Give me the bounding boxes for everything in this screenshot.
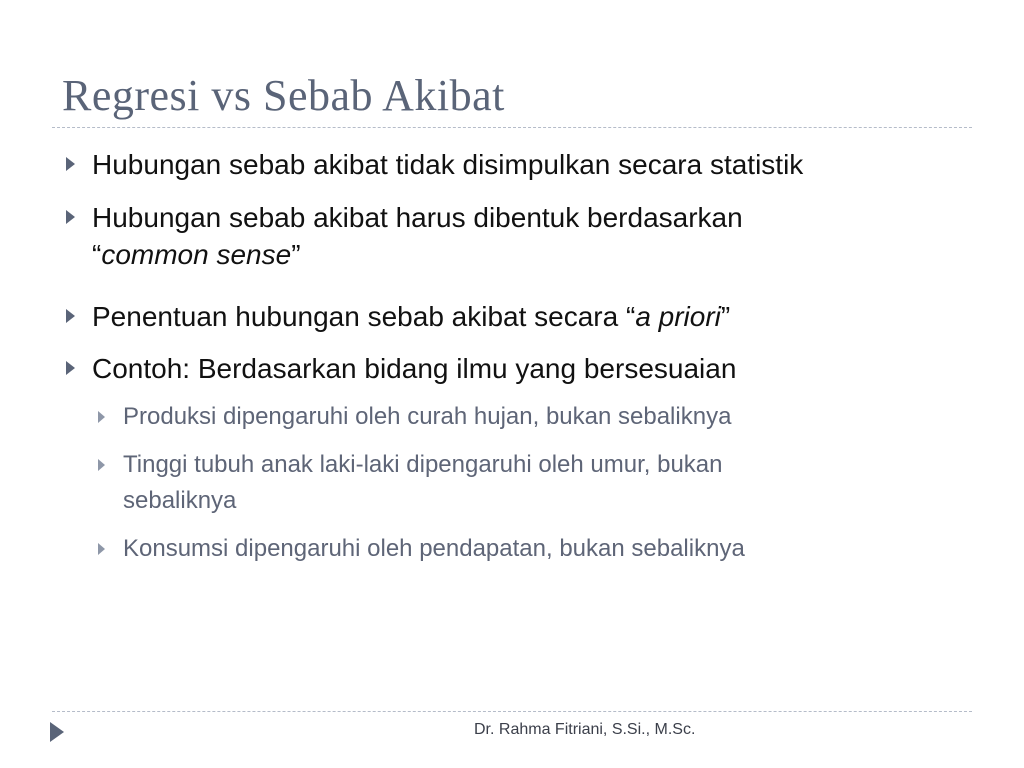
- open-quote: “: [625, 301, 636, 332]
- bullet-item: [92, 350, 972, 387]
- open-quote: “: [92, 239, 102, 270]
- sub-bullet-item: [123, 399, 923, 435]
- triangle-right-icon: [50, 722, 64, 742]
- bullet-text: Hubungan sebab akibat tidak disimpulkan secara statistik: [92, 149, 804, 180]
- sub-bullet-text: Konsumsi dipengaruhi oleh pendapatan, bukan sebaliknya: [123, 535, 745, 562]
- slide-title: Regresi vs Sebab Akibat: [62, 71, 505, 120]
- emphasis-text: a priori: [635, 301, 721, 332]
- bullet-item: [92, 298, 972, 335]
- footer-author: Dr. Rahma Fitriani, S.Si., M.Sc.: [474, 721, 696, 738]
- sub-bullet-text: Tinggi tubuh anak laki-laki dipengaruhi oleh umur, bukan: [123, 451, 723, 478]
- close-quote: ”: [720, 301, 731, 332]
- triangle-right-icon: [66, 361, 75, 375]
- footer-divider: [52, 711, 972, 712]
- triangle-right-icon: [66, 210, 75, 224]
- sub-bullet-text: sebaliknya: [123, 487, 237, 514]
- close-quote: ”: [291, 239, 301, 270]
- sub-bullet-item: [123, 531, 923, 567]
- triangle-right-icon: [98, 543, 105, 555]
- bullet-item: [92, 146, 972, 183]
- bullet-item: [92, 199, 972, 273]
- bullet-text: Contoh: Berdasarkan bidang ilmu yang bersesuaian: [92, 353, 737, 384]
- triangle-right-icon: [98, 411, 105, 423]
- triangle-right-icon: [66, 157, 75, 171]
- bullet-text: Penentuan hubungan sebab akibat secara: [92, 301, 626, 332]
- sub-bullet-item: [123, 447, 923, 519]
- sub-bullet-text: Produksi dipengaruhi oleh curah hujan, bukan sebaliknya: [123, 403, 732, 430]
- triangle-right-icon: [98, 459, 105, 471]
- emphasis-text: common sense: [101, 239, 292, 270]
- bullet-text: Hubungan sebab akibat harus dibentuk berdasarkan: [92, 202, 743, 233]
- triangle-right-icon: [66, 309, 75, 323]
